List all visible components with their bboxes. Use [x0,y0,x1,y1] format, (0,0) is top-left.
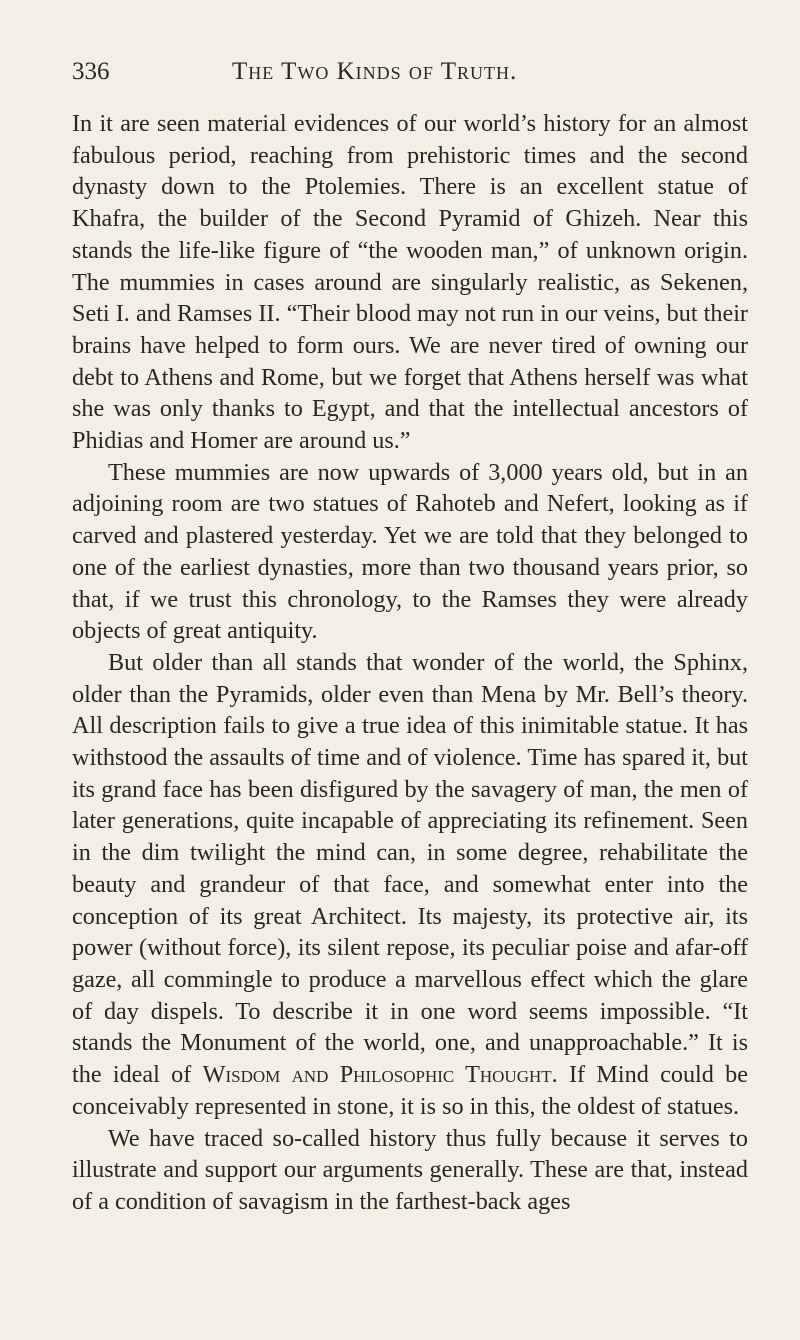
page-header [72,58,748,102]
paragraph-3 [72,647,748,1123]
body-text [72,108,748,1218]
running-title: The Two Kinds of Truth. [232,58,518,85]
paragraph-2: These mummies are now upwards of 3,000 years old, but in an adjoining room are two statues of Rahoteb and Nefert, looking as if carved and plastered yesterday. Yet we are told that they belonged to one of the earliest dynasties, more than two thousand years prior, so that, if we trust this chronology, to the Ramses they were already objects of great antiquity. [72,458,748,645]
paragraph-3-smallcaps: Wisdom and Philosophic Thought. [202,1061,558,1089]
paragraph-3-text-after: If Mind could be conceivably represented in stone, it is so in this, the oldest of statues. [72,1061,749,1120]
paragraph-4: We have traced so-called history thus fully because it serves to illustrate and support our arguments generally. These are that, instead of a condition of savagism in the farthest-back ages [72,1124,748,1215]
page-number: 336 [72,58,110,85]
paragraph-1: In it are seen material evidences of our world’s history for an almost fabulous period, reaching from prehistoric times and the second dynasty down to the Ptolemies. There is an excellent statue of Khafra, the builder of the Second Pyramid of Ghizeh. Near this stands the life-like figure of “the wooden man,” of unknown origin. The mummies in cases around are singularly realistic, as Sekenen, Seti I. and Ramses II. “Their blood may not run in our veins, but their brains have helped to form ours. We are never tired of owning our debt to Athens and Rome, but we forget that Athens herself was what she was only thanks to Egypt, and that the intellectual ancestors of Phidias and Homer are around us.” [72,110,748,455]
paragraph-3-text-before: But older than all stands that wonder of the world, the Sphinx, older than the Pyramids, older even than Mena by Mr. Bell’s theory. All description fails to give a true idea of this inimitable statue. It has withstood the assaults of time and of violence. Time has spared it, but its grand face has been disfigured by the savagery of man, the men of later generations, quite incapable of appreciating its refinement. Seen in the dim twilight the mind can, in some degree, rehabilitate the beauty and grandeur of that face, and somewhat enter into the conception of its great Architect. Its majesty, its protective air, its power (without force), its silent repose, its peculiar poise and afar-off gaze, all commingle to produce a marvellous effect which the glare of day dispels. To describe it in one word seems impossible. “It stands the Monument of the world, one, and unapproachable.” It is the ideal of [72,648,748,1089]
